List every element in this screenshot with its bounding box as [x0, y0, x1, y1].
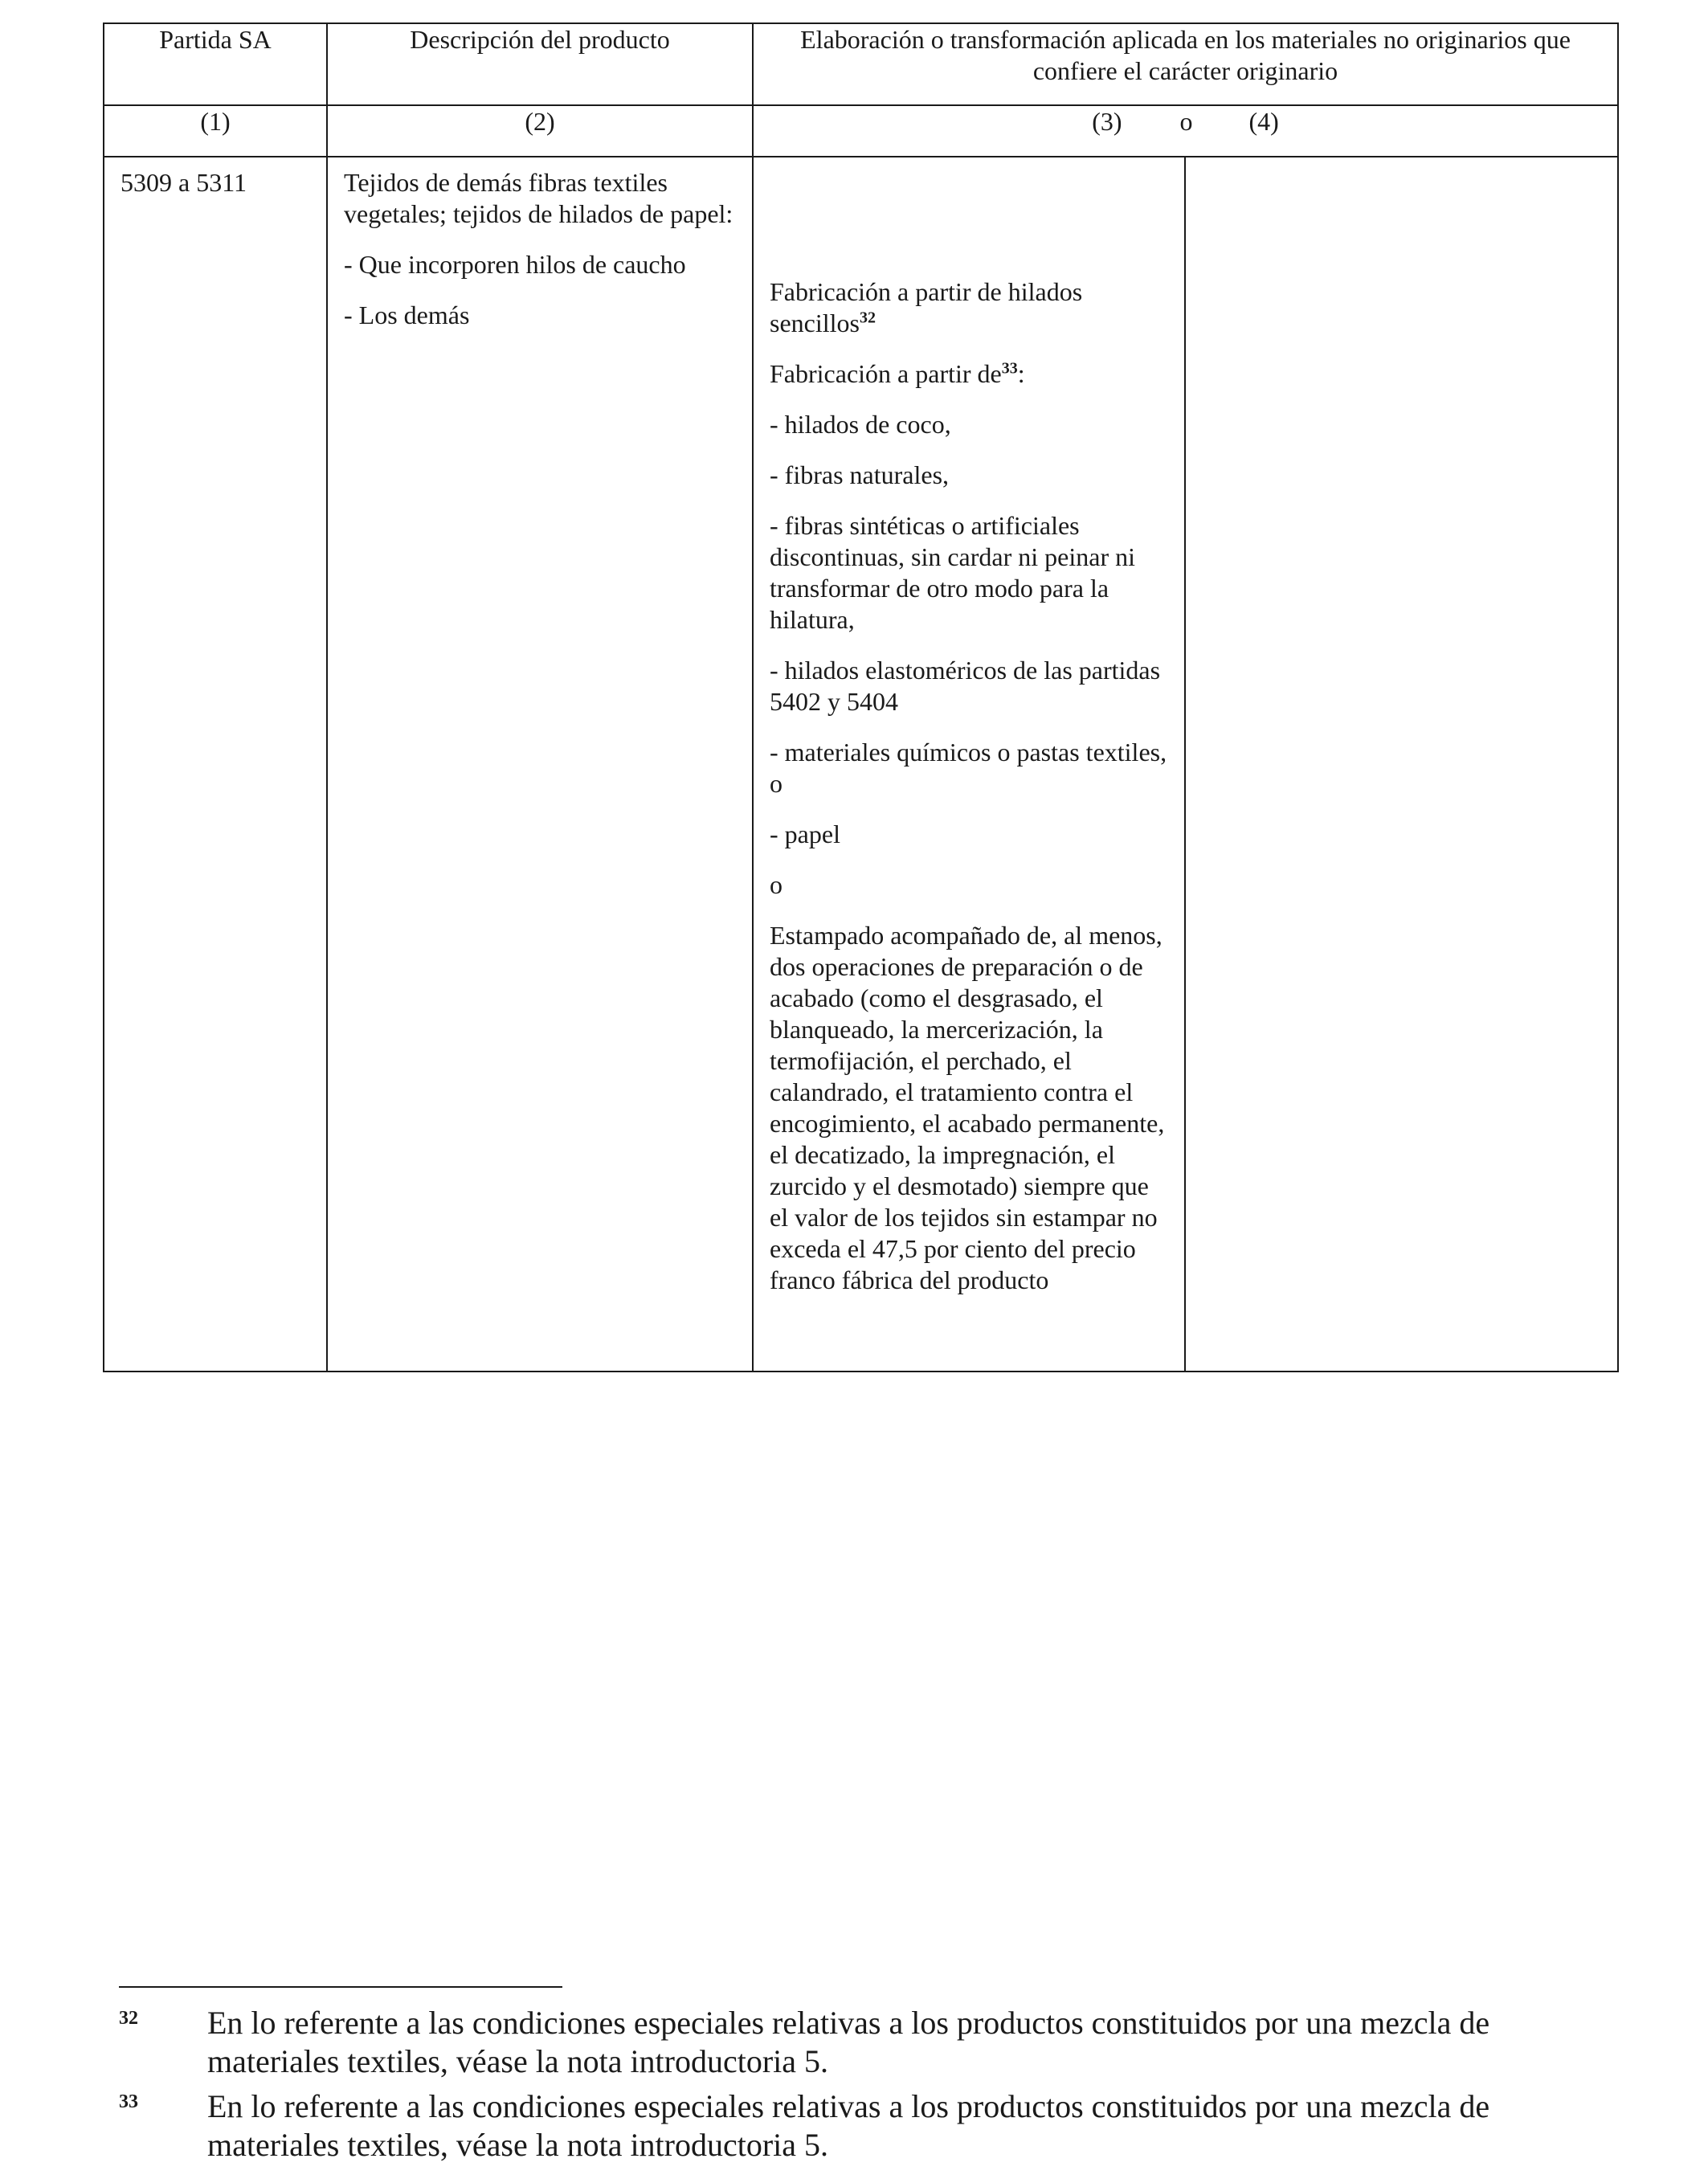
process-or-separator: o	[770, 870, 782, 899]
footnote-ref-32[interactable]: 32	[859, 309, 876, 327]
column-number-2: (2)	[327, 105, 753, 157]
process-list-item: - hilados elastoméricos de las partidas 5402 y 5404	[770, 656, 1161, 716]
header-row	[104, 23, 1618, 105]
hs-code: 5309 a 5311	[121, 168, 247, 197]
description-item-rubber: - Que incorporen hilos de caucho	[344, 250, 686, 279]
header-partida-sa: Partida SA	[104, 23, 327, 105]
footnote-separator	[119, 1986, 562, 1988]
process-item-rubber	[770, 276, 1168, 339]
process-list-item: - hilados de coco,	[770, 410, 951, 439]
description-item-others: - Los demás	[344, 300, 470, 329]
footnote-text: En lo referente a las condiciones especiales relativas a los productos constituidos por una mezcla de materiales textiles, véase la nota introductoria 5.	[207, 2005, 1490, 2079]
footnote-number: 32	[119, 2008, 138, 2029]
cell-description	[327, 157, 753, 1372]
origin-rules-table	[103, 22, 1619, 1372]
process-list-item: - materiales químicos o pastas textiles, o	[770, 738, 1167, 798]
process-item-rubber-text: Fabricación a partir de hilados sencillos	[770, 277, 1083, 337]
header-descripcion: Descripción del producto	[327, 23, 753, 105]
cell-process-3	[753, 157, 1185, 1372]
process-list-item: - fibras naturales,	[770, 460, 950, 489]
process-printing-alternative: Estampado acompañado de, al menos, dos operaciones de preparación o de acabado (como el desgrasado, el blanqueado, la mercerización, la termofijación, el perchado, el calandrado, el tratamiento contra el encogimiento, el acabado permanente, el decatizado, la impregnación, el zurcido y el desmotado) siempre que el valor de los tejidos sin estampar no exceda el 47,5 por ciento del precio franco fábrica del producto	[770, 921, 1165, 1294]
column-number-row	[104, 105, 1618, 157]
footnote-32	[119, 2004, 1565, 2081]
process-item-others-colon: :	[1017, 359, 1025, 388]
cell-process-4	[1185, 157, 1618, 1372]
process-item-others-text: Fabricación a partir de	[770, 359, 1002, 388]
column-or-label: o	[1179, 107, 1193, 136]
header-elaboracion: Elaboración o transformación aplicada en los materiales no originarios que confiere el carácter originario	[753, 23, 1618, 105]
column-number-3-4	[753, 105, 1618, 157]
cell-hs-code	[104, 157, 327, 1372]
process-item-others	[770, 358, 1168, 390]
column-number-4: (4)	[1248, 107, 1279, 136]
column-number-3: (3)	[1092, 107, 1122, 136]
footnote-ref-33[interactable]: 33	[1001, 359, 1018, 378]
footnote-number: 33	[119, 2091, 138, 2112]
process-list-item: - papel	[770, 820, 840, 848]
description-title: Tejidos de demás fibras textiles vegetales; tejidos de hilados de papel:	[344, 168, 733, 228]
table-row	[104, 157, 1618, 1372]
column-number-1: (1)	[104, 105, 327, 157]
footnote-33	[119, 2087, 1565, 2165]
footnote-text: En lo referente a las condiciones especiales relativas a los productos constituidos por una mezcla de materiales textiles, véase la nota introductoria 5.	[207, 2088, 1490, 2163]
process-list-item: - fibras sintéticas o artificiales discontinuas, sin cardar ni peinar ni transformar de otro modo para la hilatura,	[770, 511, 1135, 634]
